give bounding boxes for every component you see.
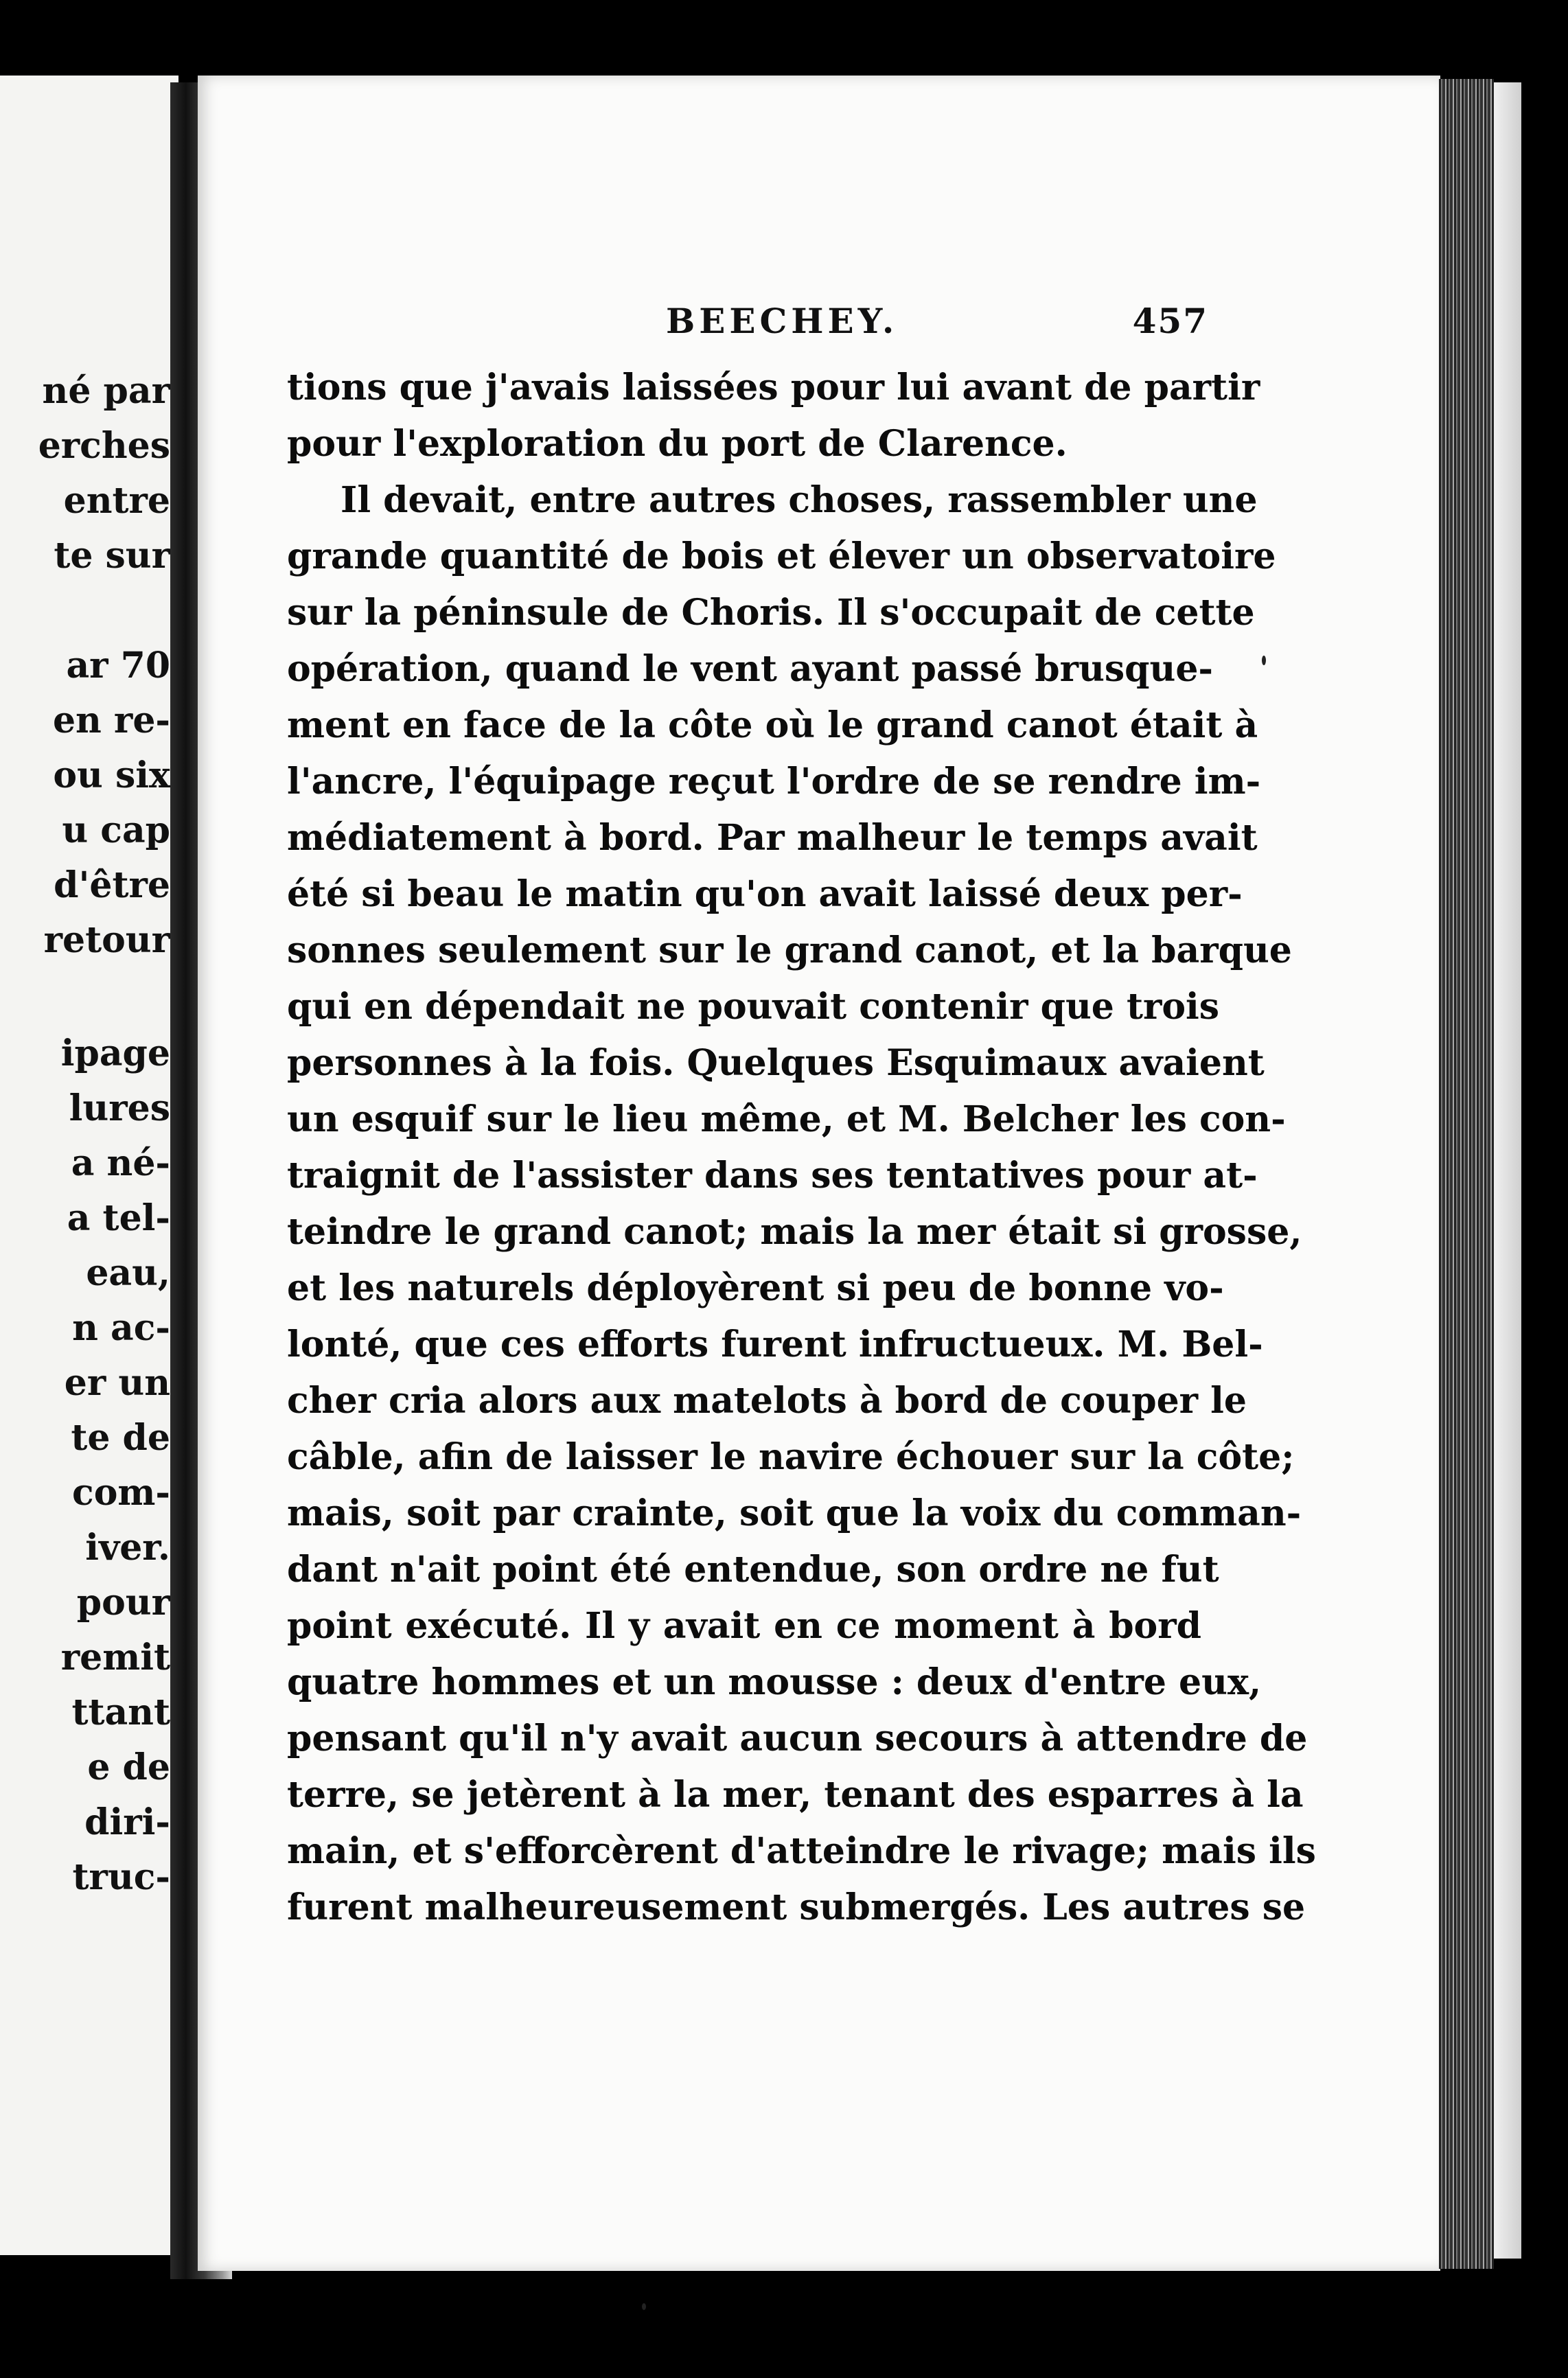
left-line: a né- [71, 1142, 170, 1184]
text-line: et les naturels déployèrent si peu de bonne vo- [287, 1267, 1224, 1309]
left-line: a tel- [67, 1197, 170, 1239]
page-edge-stack [1439, 79, 1494, 2269]
left-line: retour [43, 919, 170, 961]
text-line: grande quantité de bois et élever un observatoire [287, 535, 1276, 577]
text-line: dant n'ait point été entendue, son ordre ne fut [287, 1549, 1219, 1591]
ink-speck [1262, 656, 1266, 665]
text-line: main, et s'efforcèrent d'atteindre le rivage; mais ils [287, 1830, 1316, 1872]
left-line: né par [42, 370, 170, 412]
text-line: terre, se jetèrent à la mer, tenant des esparres à la [287, 1774, 1304, 1816]
left-line: remit [60, 1637, 170, 1678]
left-line: er un [64, 1362, 170, 1404]
text-line: teindre le grand canot; mais la mer était si grosse, [287, 1211, 1302, 1253]
left-line: ar 70 [66, 645, 170, 686]
text-line: un esquif sur le lieu même, et M. Belcher les con- [287, 1098, 1286, 1140]
text-line: tions que j'avais laissées pour lui avant de partir [287, 367, 1260, 408]
text-line: câble, afin de laisser le navire échouer sur la côte; [287, 1436, 1295, 1478]
text-line: sonnes seulement sur le grand canot, et la barque [287, 930, 1292, 971]
text-line: lonté, que ces efforts furent infructueux. M. Bel- [287, 1324, 1263, 1365]
text-line: pensant qu'il n'y avait aucun secours à attendre de [287, 1718, 1308, 1759]
left-line: pour [76, 1582, 170, 1624]
left-line: ipage [60, 1032, 170, 1074]
text-line: mais, soit par crainte, soit que la voix du comman- [287, 1492, 1302, 1534]
text-line: sur la péninsule de Choris. Il s'occupait de cette [287, 592, 1255, 634]
left-line: d'être [54, 864, 170, 906]
left-line: te sur [54, 535, 170, 577]
left-line: te de [71, 1417, 170, 1459]
left-line: erches [38, 425, 170, 467]
running-head: BEECHEY. [666, 301, 899, 341]
page-number: 457 [1132, 301, 1208, 341]
page-header [288, 301, 1208, 356]
left-line: u cap [62, 809, 170, 851]
left-line: com- [72, 1472, 170, 1514]
page-edge [1494, 82, 1521, 2259]
text-line: été si beau le matin qu'on avait laissé deux per- [287, 873, 1243, 915]
left-line: truc- [72, 1856, 170, 1898]
left-line: iver. [85, 1527, 170, 1569]
text-line: l'ancre, l'équipage reçut l'ordre de se rendre im- [287, 761, 1261, 803]
left-line: ou six [53, 754, 170, 796]
left-line: entre [63, 480, 170, 522]
left-line: eau, [86, 1252, 170, 1294]
text-line: cher cria alors aux matelots à bord de couper le [287, 1380, 1247, 1422]
text-line: quatre hommes et un mousse : deux d'entre eux, [287, 1661, 1262, 1703]
text-line: personnes à la fois. Quelques Esquimaux avaient [287, 1042, 1265, 1084]
ink-speck [642, 2303, 646, 2310]
text-line: point exécuté. Il y avait en ce moment à bord [287, 1605, 1201, 1647]
text-line: traignit de l'assister dans ses tentatives pour at- [287, 1155, 1258, 1197]
text-line: pour l'exploration du port de Clarence. [287, 423, 1068, 465]
left-line: e de [87, 1746, 170, 1788]
text-line: furent malheureusement submergés. Les autres se [287, 1886, 1306, 1928]
text-line: opération, quand le vent ayant passé brusque- [287, 648, 1213, 690]
left-line: diri- [84, 1801, 170, 1843]
left-line: en re- [52, 700, 170, 741]
text-line: qui en dépendait ne pouvait contenir que trois [287, 986, 1220, 1028]
left-facing-page [0, 76, 178, 2255]
left-line: lures [69, 1087, 170, 1129]
text-line: Il devait, entre autres choses, rassembler une [341, 479, 1258, 521]
left-line: n ac- [72, 1307, 170, 1349]
text-line: ment en face de la côte où le grand canot était à [287, 704, 1258, 746]
left-line: ttant [71, 1692, 170, 1733]
text-line: médiatement à bord. Par malheur le temps avait [287, 817, 1258, 859]
